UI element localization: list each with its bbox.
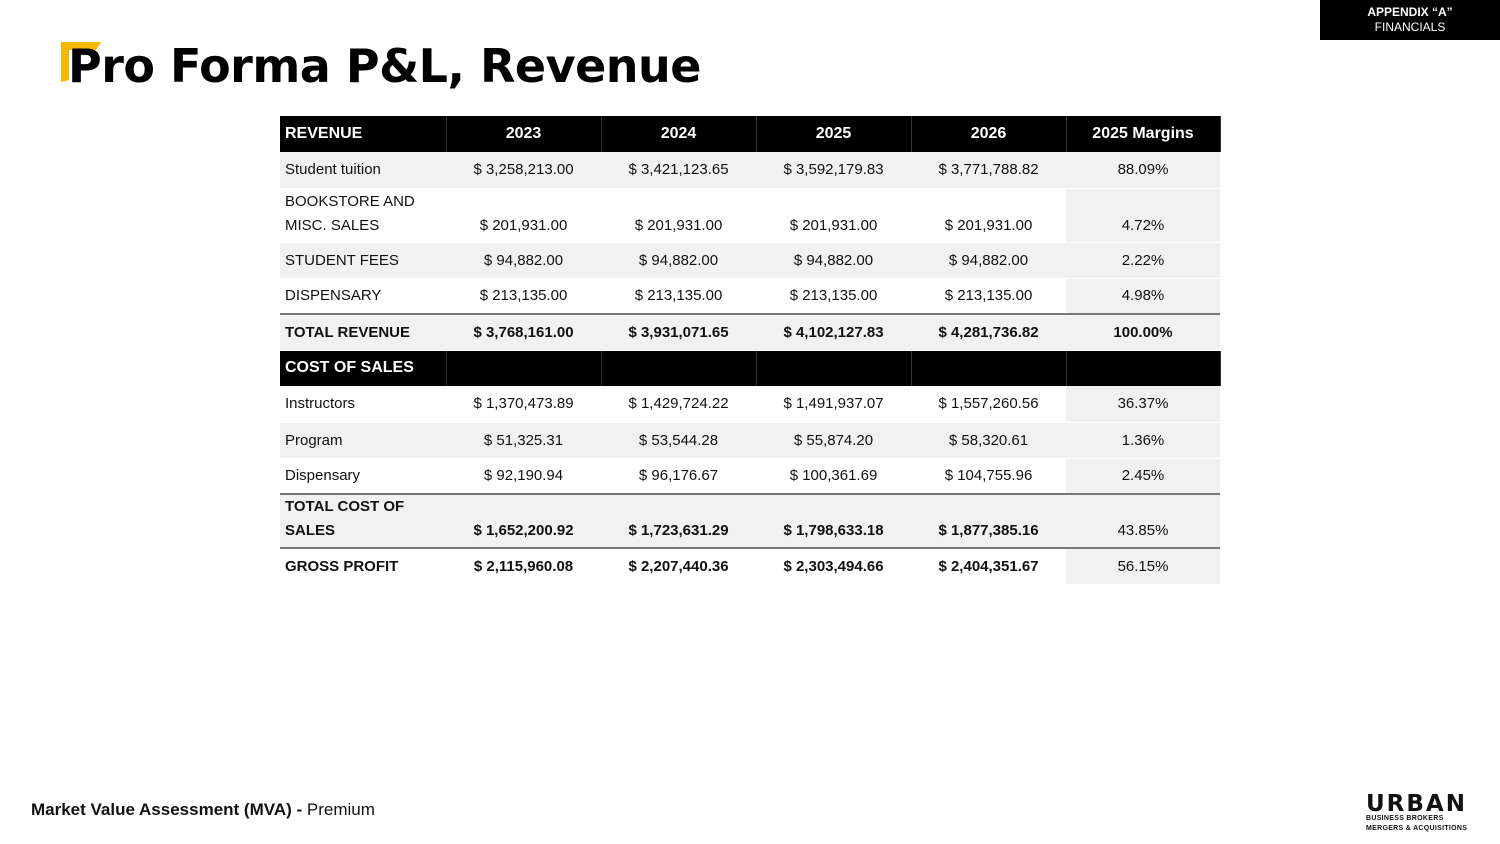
row-label-line: SALES xyxy=(285,522,336,539)
header-cell xyxy=(601,350,756,386)
table-row xyxy=(280,422,1220,458)
cell-value: $ 94,882.00 xyxy=(601,242,756,278)
cell-value: $ 94,882.00 xyxy=(446,242,601,278)
margin-value: 2.22% xyxy=(1066,242,1220,278)
cell-value: $ 104,755.96 xyxy=(911,458,1066,494)
row-label xyxy=(280,494,446,548)
table-row xyxy=(280,152,1220,188)
cell-value: $ 201,931.00 xyxy=(911,188,1066,242)
gross-profit-row xyxy=(280,548,1220,584)
revenue-header-row xyxy=(280,116,1220,152)
header-cell xyxy=(446,350,601,386)
cell-value: $ 1,557,260.56 xyxy=(911,386,1066,422)
row-label: Instructors xyxy=(280,386,446,422)
page-title: Pro Forma P&L, Revenue xyxy=(68,39,701,93)
total-revenue-row xyxy=(280,314,1220,350)
cell-value: $ 213,135.00 xyxy=(601,278,756,314)
appendix-section: FINANCIALS xyxy=(1374,20,1446,34)
cell-value: $ 3,771,788.82 xyxy=(911,152,1066,188)
cell-value: $ 213,135.00 xyxy=(446,278,601,314)
row-label: GROSS PROFIT xyxy=(280,548,446,584)
table-row xyxy=(280,458,1220,494)
cell-value: $ 2,207,440.36 xyxy=(601,548,756,584)
title-block xyxy=(60,40,701,96)
cell-value: $ 55,874.20 xyxy=(756,422,911,458)
cell-value: $ 213,135.00 xyxy=(911,278,1066,314)
cell-value: $ 94,882.00 xyxy=(756,242,911,278)
cell-value: $ 1,491,937.07 xyxy=(756,386,911,422)
cell-value: $ 1,877,385.16 xyxy=(911,494,1066,548)
header-cell xyxy=(756,350,911,386)
margin-value: 56.15% xyxy=(1066,548,1220,584)
cell-value: $ 92,190.94 xyxy=(446,458,601,494)
row-label: Student tuition xyxy=(280,152,446,188)
cell-value: $ 2,115,960.08 xyxy=(446,548,601,584)
header-cell xyxy=(1066,350,1220,386)
cell-value: $ 201,931.00 xyxy=(601,188,756,242)
brand-name: URBAN xyxy=(1366,791,1467,817)
year-header: 2025 xyxy=(756,116,911,152)
margin-value: 36.37% xyxy=(1066,386,1220,422)
row-label: DISPENSARY xyxy=(280,278,446,314)
margin-value: 1.36% xyxy=(1066,422,1220,458)
cell-value: $ 1,723,631.29 xyxy=(601,494,756,548)
table-row xyxy=(280,242,1220,278)
year-header: 2024 xyxy=(601,116,756,152)
cell-value: $ 2,303,494.66 xyxy=(756,548,911,584)
cell-value: $ 3,592,179.83 xyxy=(756,152,911,188)
row-label-line: BOOKSTORE AND xyxy=(285,192,415,210)
cell-value: $ 201,931.00 xyxy=(756,188,911,242)
cell-value: $ 1,798,633.18 xyxy=(756,494,911,548)
margin-value: 4.98% xyxy=(1066,278,1220,314)
total-cost-row xyxy=(280,494,1220,548)
cell-value: $ 51,325.31 xyxy=(446,422,601,458)
cell-value: $ 1,429,724.22 xyxy=(601,386,756,422)
row-label-line: MISC. SALES xyxy=(285,216,380,234)
cell-value: $ 58,320.61 xyxy=(911,422,1066,458)
table-row xyxy=(280,278,1220,314)
footer-bold: Market Value Assessment (MVA) - xyxy=(31,800,303,819)
cell-value: $ 4,281,736.82 xyxy=(911,314,1066,350)
cell-value: $ 3,768,161.00 xyxy=(446,314,601,350)
cell-value: $ 4,102,127.83 xyxy=(756,314,911,350)
margin-value: 4.72% xyxy=(1066,188,1220,242)
row-label: Program xyxy=(280,422,446,458)
row-label: TOTAL REVENUE xyxy=(280,314,446,350)
cell-value: $ 100,361.69 xyxy=(756,458,911,494)
brand-logo xyxy=(1366,791,1474,834)
brand-line2: MERGERS & ACQUISITIONS xyxy=(1366,825,1468,832)
header-cell xyxy=(911,350,1066,386)
table-row xyxy=(280,386,1220,422)
cell-value: $ 201,931.00 xyxy=(446,188,601,242)
row-label-line: TOTAL COST OF xyxy=(285,498,405,515)
cell-value: $ 96,176.67 xyxy=(601,458,756,494)
margins-header: 2025 Margins xyxy=(1066,116,1220,152)
table-row xyxy=(280,188,1220,242)
year-header: 2023 xyxy=(446,116,601,152)
appendix-label: APPENDIX “A” xyxy=(1367,5,1453,19)
cell-value: $ 94,882.00 xyxy=(911,242,1066,278)
margin-value: 2.45% xyxy=(1066,458,1220,494)
cell-value: $ 53,544.28 xyxy=(601,422,756,458)
cell-value: $ 213,135.00 xyxy=(756,278,911,314)
cell-value: $ 3,421,123.65 xyxy=(601,152,756,188)
revenue-header-label: REVENUE xyxy=(280,116,446,152)
appendix-tag xyxy=(1320,0,1500,40)
cell-value: $ 3,931,071.65 xyxy=(601,314,756,350)
footer-text xyxy=(31,800,375,820)
row-label: Dispensary xyxy=(280,458,446,494)
pl-table xyxy=(280,116,1221,585)
cell-value: $ 1,370,473.89 xyxy=(446,386,601,422)
margin-value: 43.85% xyxy=(1066,494,1220,548)
brand-line1: BUSINESS BROKERS xyxy=(1366,815,1444,822)
row-label xyxy=(280,188,446,242)
cost-header-row xyxy=(280,350,1220,386)
footer-tier: Premium xyxy=(302,800,375,819)
cell-value: $ 1,652,200.92 xyxy=(446,494,601,548)
margin-value: 88.09% xyxy=(1066,152,1220,188)
row-label: STUDENT FEES xyxy=(280,242,446,278)
cell-value: $ 3,258,213.00 xyxy=(446,152,601,188)
margin-value: 100.00% xyxy=(1066,314,1220,350)
cell-value: $ 2,404,351.67 xyxy=(911,548,1066,584)
year-header: 2026 xyxy=(911,116,1066,152)
cost-header-label: COST OF SALES xyxy=(280,350,446,386)
